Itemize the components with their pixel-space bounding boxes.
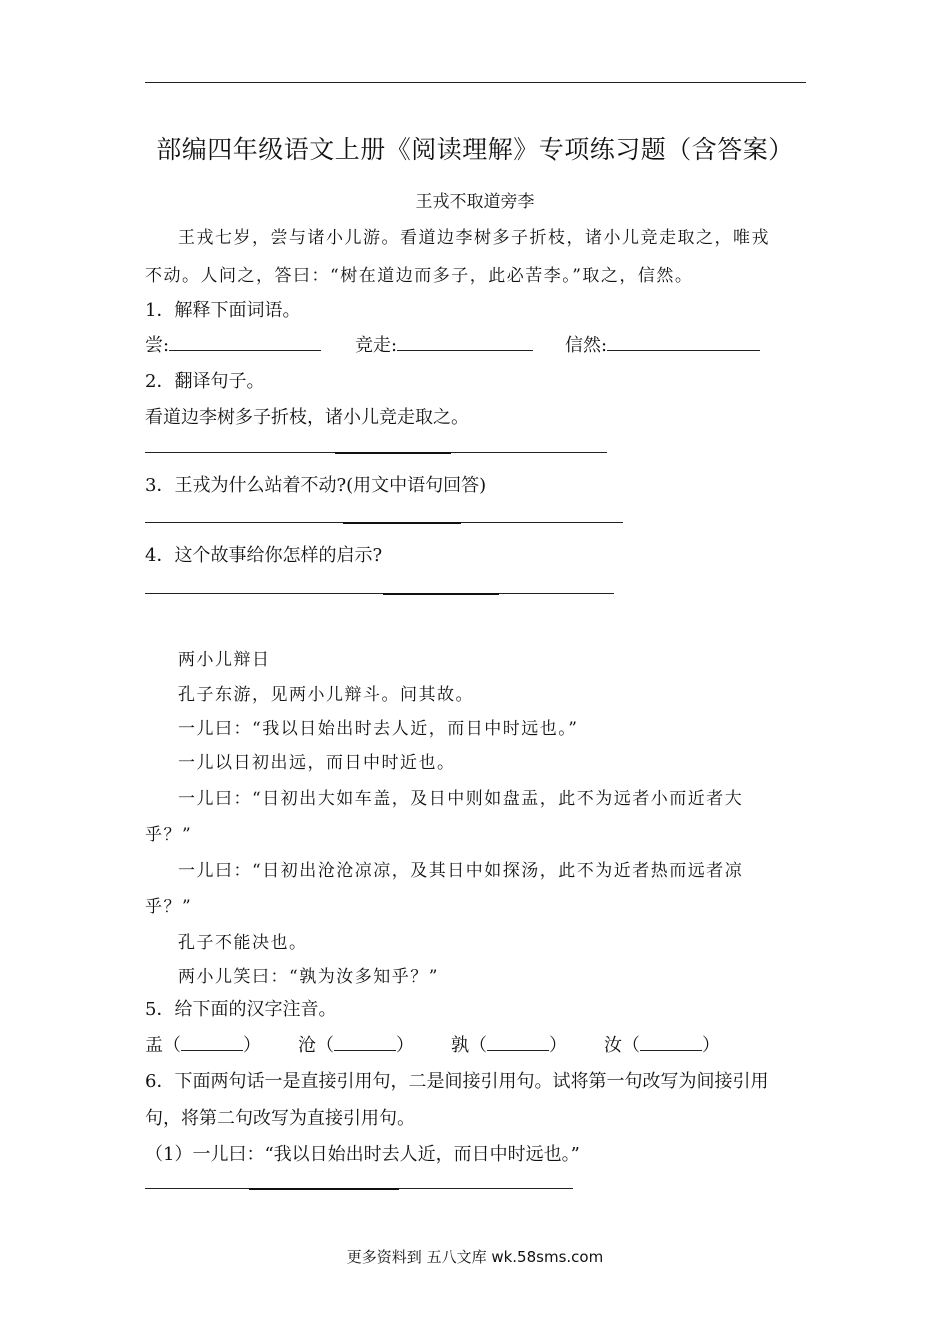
q5-close-paren: ） [702,1035,720,1056]
q1-term-2 [355,331,533,357]
q5-close-paren: ） [396,1035,414,1056]
answer-line[interactable] [145,1188,573,1189]
passage2-line: 两小儿笑曰：“孰为汝多知乎？” [178,967,439,987]
passage1-line: 不动。人问之，答曰：“树在道边而多子，此必苦李。”取之，信然。 [145,266,694,286]
passage2-line: 一儿以日初出远，而日中时近也。 [178,753,456,773]
passage2-line: 孔子不能决也。 [178,933,308,953]
question-1: 1．解释下面词语。 [145,300,301,321]
question-3: 3．王戎为什么站着不动?(用文中语句回答) [145,475,487,496]
q5-char-label: 汝（ [604,1035,640,1056]
q1-term-label: 信然: [565,335,608,356]
answer-blank[interactable] [181,1032,243,1051]
question-6-sub1: （1）一儿曰：“我以日始出时去人近，而日中时远也。” [145,1144,580,1165]
passage2-line: 一儿曰：“日初出沧沧凉凉，及其日中如探汤，此不为近者热而远者凉 [178,861,744,881]
answer-blank[interactable] [487,1032,549,1051]
q5-char-label: 孰（ [451,1035,487,1056]
q5-char-2 [298,1031,414,1057]
passage2-line: 一儿曰：“日初出大如车盖，及日中则如盘盂，此不为远者小而近者大 [178,789,744,809]
answer-blank[interactable] [169,332,321,351]
footer-text[interactable]: 更多资料到 五八文库 wk.58sms.com [346,1248,604,1266]
answer-line[interactable] [145,452,607,453]
passage2-line: 孔子东游，见两小儿辩斗。问其故。 [178,685,474,705]
q5-char-label: 盂（ [145,1035,181,1056]
q1-term-label: 竞走: [355,335,398,356]
answer-blank[interactable] [397,332,533,351]
header-rule [145,82,806,83]
answer-line[interactable] [145,593,614,594]
q1-term-3 [565,331,760,357]
q5-close-paren: ） [243,1035,261,1056]
question-4: 4．这个故事给你怎样的启示? [145,545,383,566]
q5-close-paren: ） [549,1035,567,1056]
passage2-line: 乎？” [145,897,193,917]
passage1-title: 王戎不取道旁李 [415,192,535,212]
q1-term-1 [145,331,321,357]
question-6: 6．下面两句话一是直接引用句，二是间接引用句。试将第一句改写为间接引用 [145,1071,769,1092]
q5-char-4 [604,1031,720,1057]
q2-sentence: 看道边李树多子折枝，诸小儿竞走取之。 [145,407,469,428]
q1-term-label: 尝: [145,335,170,356]
passage2-title: 两小儿辩日 [178,650,271,670]
q5-char-1 [145,1031,261,1057]
passage1-line: 王戎七岁，尝与诸小儿游。看道边李树多子折枝，诸小儿竞走取之，唯戎 [178,228,770,248]
q5-char-label: 沧（ [298,1035,334,1056]
answer-line[interactable] [145,522,623,523]
question-2: 2．翻译句子。 [145,371,265,392]
question-6-cont: 句，将第二句改写为直接引用句。 [145,1108,415,1129]
passage2-line: 一儿曰：“我以日始出时去人近，而日中时远也。” [178,719,579,739]
question-5: 5．给下面的汉字注音。 [145,999,337,1020]
passage2-line: 乎？” [145,825,193,845]
answer-blank[interactable] [607,332,760,351]
q5-char-3 [451,1031,567,1057]
answer-blank[interactable] [640,1032,702,1051]
answer-blank[interactable] [334,1032,396,1051]
page-title: 部编四年级语文上册《阅读理解》专项练习题（含答案） [156,135,794,164]
